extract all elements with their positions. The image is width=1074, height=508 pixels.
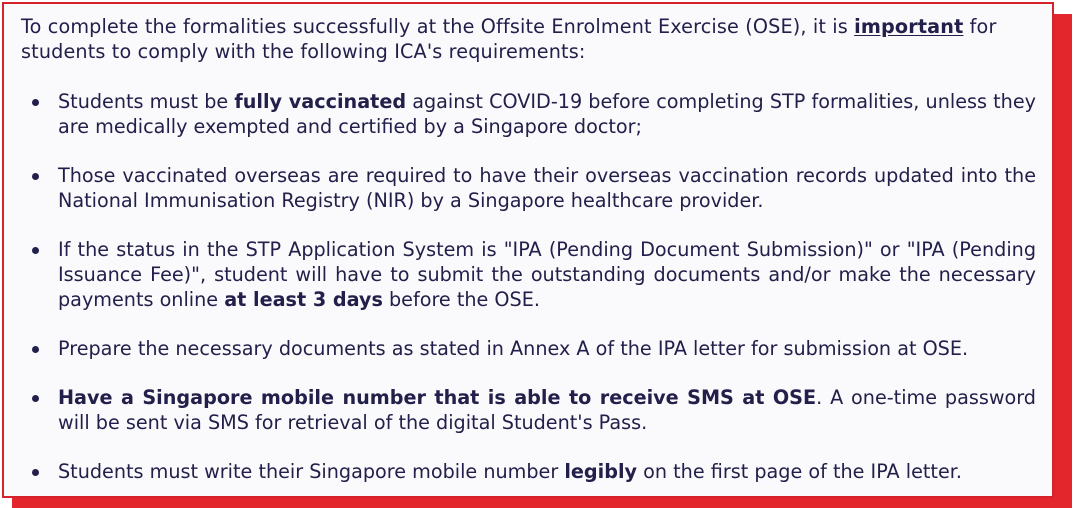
requirement-text: If the status in the STP Application System is "IPA (Pending Document Submission)" or "IPA (Pending Issuance Fee)", student will have to submit the outstanding documents and/or make the necessary payments online <box>58 238 1036 311</box>
requirement-text: Prepare the necessary documents as stated in Annex A of the IPA letter for submission at OSE. <box>58 337 969 360</box>
requirement-text: on the first page of the IPA letter. <box>637 460 962 483</box>
intro-emphasis: important <box>854 15 964 38</box>
requirement-emphasis: at least 3 days <box>224 288 383 311</box>
requirement-vaccination <box>21 89 1036 139</box>
requirements-list <box>21 89 1036 484</box>
requirement-mobile-number <box>21 385 1036 435</box>
requirement-overseas-records <box>21 163 1036 213</box>
requirement-text: Those vaccinated overseas are required to have their overseas vaccination records updated into the National Immunisation Registry (NIR) by a Singapore healthcare provider. <box>58 164 1036 212</box>
intro-suffix: for students to comply with the following ICA's requirements: <box>21 15 997 63</box>
notice-box <box>2 2 1054 498</box>
requirement-text: Students must write their Singapore mobile number <box>58 460 565 483</box>
intro-prefix: To complete the formalities successfully at the Offsite Enrolment Exercise (OSE), it is <box>21 15 855 38</box>
requirement-emphasis: legibly <box>564 460 638 483</box>
requirement-documents <box>21 336 1036 361</box>
requirement-text: Students must be <box>58 90 235 113</box>
requirement-ipa-status <box>21 237 1036 312</box>
requirement-emphasis: Have a Singapore mobile number that is able to receive SMS at OSE <box>58 386 817 409</box>
requirement-text: before the OSE. <box>382 288 540 311</box>
requirement-emphasis: fully vaccinated <box>234 90 407 113</box>
requirement-text: against COVID-19 before completing STP formalities, unless they are medically exempted and certified by a Singapore doctor; <box>58 90 1036 138</box>
requirement-text: . A one-time password will be sent via SMS for retrieval of the digital Student's Pass. <box>58 386 1036 434</box>
requirement-write-number <box>21 459 1036 484</box>
intro-paragraph <box>21 14 1036 64</box>
